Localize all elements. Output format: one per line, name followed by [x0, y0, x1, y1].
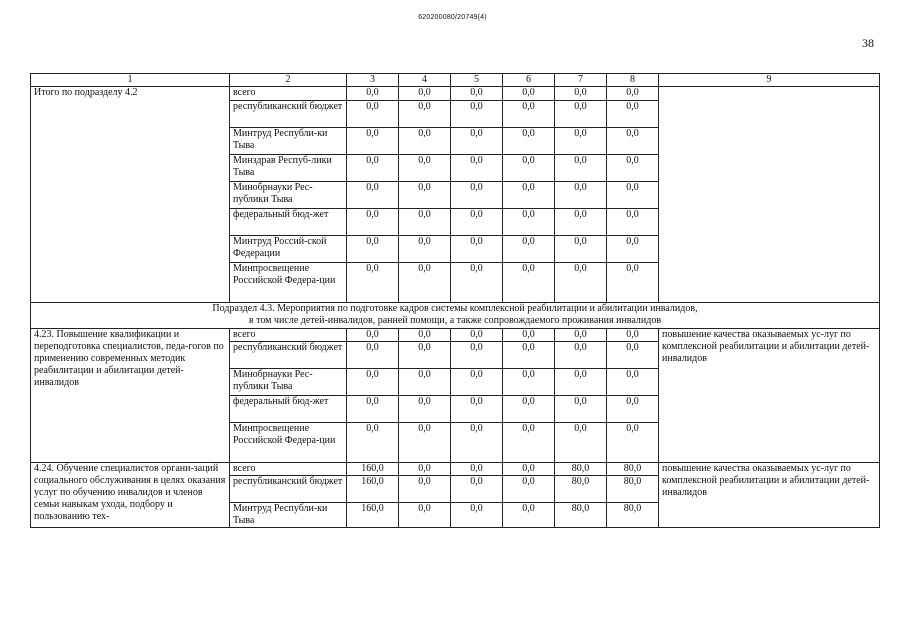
amount-cell: 0,0	[503, 369, 555, 396]
amount-cell: 0,0	[399, 503, 451, 528]
amount-cell: 0,0	[451, 369, 503, 396]
amount-cell: 0,0	[555, 209, 607, 236]
amount-cell: 0,0	[555, 369, 607, 396]
amount-cell: 0,0	[607, 423, 659, 463]
document-code: 620200080/20749(4)	[418, 14, 487, 21]
funding-source-cell: всего	[230, 87, 347, 101]
amount-cell: 0,0	[399, 463, 451, 476]
amount-cell: 0,0	[555, 423, 607, 463]
column-header: 3	[347, 74, 399, 87]
funding-source-cell: республиканский бюджет	[230, 342, 347, 369]
section-row	[31, 303, 880, 329]
amount-cell: 0,0	[503, 329, 555, 342]
section-heading-line: Подраздел 4.3. Мероприятия по подготовке кадров системы комплексной реабилитации и абилитации инвалидов,	[212, 303, 698, 314]
amount-cell: 0,0	[503, 209, 555, 236]
amount-cell: 0,0	[555, 87, 607, 101]
amount-cell: 0,0	[399, 182, 451, 209]
column-header: 6	[503, 74, 555, 87]
amount-cell: 0,0	[555, 182, 607, 209]
table-body	[31, 74, 880, 528]
item-4-24-label: 4.24. Обучение специалистов органи-заций социального обслуживания в целях оказания услуг по обучению инвалидов и членов семьи навыкам ухода, подбору и пользованию тех-	[31, 463, 230, 528]
funding-source-cell: федеральный бюд-жет	[230, 209, 347, 236]
amount-cell: 80,0	[607, 463, 659, 476]
amount-cell: 0,0	[347, 182, 399, 209]
column-header: 9	[659, 74, 880, 87]
amount-cell: 0,0	[347, 263, 399, 303]
amount-cell: 0,0	[503, 503, 555, 528]
funding-source-cell: всего	[230, 329, 347, 342]
amount-cell: 0,0	[399, 476, 451, 503]
amount-cell: 0,0	[503, 182, 555, 209]
amount-cell: 0,0	[555, 101, 607, 128]
amount-cell: 0,0	[555, 155, 607, 182]
amount-cell: 80,0	[555, 503, 607, 528]
amount-cell: 0,0	[503, 87, 555, 101]
item-4-23-result: повышение качества оказываемых ус-луг по комплексной реабилитации и абилитации детей-инвалидов	[659, 329, 880, 463]
amount-cell: 80,0	[607, 503, 659, 528]
amount-cell: 0,0	[451, 182, 503, 209]
column-header: 5	[451, 74, 503, 87]
amount-cell: 0,0	[399, 423, 451, 463]
amount-cell: 0,0	[347, 128, 399, 155]
amount-cell: 0,0	[399, 209, 451, 236]
amount-cell: 0,0	[451, 128, 503, 155]
amount-cell: 0,0	[503, 476, 555, 503]
column-header-row	[31, 74, 880, 87]
amount-cell: 0,0	[347, 209, 399, 236]
page-number: 38	[862, 36, 874, 50]
amount-cell: 0,0	[451, 101, 503, 128]
funding-source-cell: Минтруд Россий-ской Федерации	[230, 236, 347, 263]
amount-cell: 0,0	[607, 342, 659, 369]
item-4-24-result: повышение качества оказываемых ус-луг по комплексной реабилитации и абилитации детей-инвалидов	[659, 463, 880, 528]
amount-cell: 0,0	[399, 101, 451, 128]
amount-cell: 0,0	[451, 463, 503, 476]
amount-cell: 0,0	[555, 396, 607, 423]
item-4-23-label: 4.23. Повышение квалификации и переподготовка специалистов, педа-гогов по применению современных методик реабилитации и абилитации детей-инвалидов	[31, 329, 230, 463]
amount-cell: 0,0	[347, 87, 399, 101]
funding-source-cell: Минздрав Респуб-лики Тыва	[230, 155, 347, 182]
amount-cell: 0,0	[451, 263, 503, 303]
amount-cell: 0,0	[451, 87, 503, 101]
amount-cell: 0,0	[347, 236, 399, 263]
amount-cell: 0,0	[555, 342, 607, 369]
amount-cell: 80,0	[555, 476, 607, 503]
amount-cell: 0,0	[451, 155, 503, 182]
funding-source-cell: Минпросвещение Российской Федера-ции	[230, 263, 347, 303]
amount-cell: 0,0	[607, 263, 659, 303]
funding-source-cell: Минтруд Республи-ки Тыва	[230, 503, 347, 528]
amount-cell: 0,0	[347, 329, 399, 342]
totals-row	[31, 87, 880, 101]
amount-cell: 0,0	[607, 87, 659, 101]
amount-cell: 0,0	[451, 329, 503, 342]
amount-cell: 0,0	[503, 236, 555, 263]
funding-source-cell: Минобрнауки Рес-публики Тыва	[230, 182, 347, 209]
amount-cell: 0,0	[607, 128, 659, 155]
amount-cell: 160,0	[347, 463, 399, 476]
amount-cell: 160,0	[347, 476, 399, 503]
funding-source-cell: Минобрнауки Рес-публики Тыва	[230, 369, 347, 396]
funding-source-cell: республиканский бюджет	[230, 101, 347, 128]
amount-cell: 160,0	[347, 503, 399, 528]
amount-cell: 0,0	[451, 423, 503, 463]
amount-cell: 0,0	[399, 342, 451, 369]
amount-cell: 0,0	[347, 342, 399, 369]
funding-source-cell: федеральный бюд-жет	[230, 396, 347, 423]
amount-cell: 0,0	[607, 155, 659, 182]
amount-cell: 0,0	[347, 369, 399, 396]
amount-cell: 0,0	[399, 263, 451, 303]
amount-cell: 0,0	[451, 476, 503, 503]
amount-cell: 0,0	[503, 342, 555, 369]
amount-cell: 0,0	[607, 396, 659, 423]
column-header: 7	[555, 74, 607, 87]
column-header: 1	[31, 74, 230, 87]
item-4-24-row	[31, 463, 880, 476]
amount-cell: 0,0	[555, 128, 607, 155]
amount-cell: 0,0	[607, 369, 659, 396]
funding-source-cell: республиканский бюджет	[230, 476, 347, 503]
funding-source-cell: Минпросвещение Российской Федера-ции	[230, 423, 347, 463]
amount-cell: 0,0	[451, 209, 503, 236]
amount-cell: 0,0	[399, 128, 451, 155]
program-table	[30, 73, 880, 528]
amount-cell: 0,0	[347, 423, 399, 463]
amount-cell: 0,0	[607, 101, 659, 128]
amount-cell: 0,0	[347, 155, 399, 182]
amount-cell: 0,0	[555, 236, 607, 263]
amount-cell: 0,0	[451, 396, 503, 423]
amount-cell: 0,0	[607, 236, 659, 263]
amount-cell: 0,0	[503, 423, 555, 463]
amount-cell: 0,0	[399, 329, 451, 342]
amount-cell: 80,0	[607, 476, 659, 503]
amount-cell: 0,0	[607, 209, 659, 236]
column-header: 8	[607, 74, 659, 87]
totals-label: Итого по подразделу 4.2	[31, 87, 230, 303]
amount-cell: 0,0	[503, 155, 555, 182]
amount-cell: 0,0	[503, 463, 555, 476]
amount-cell: 0,0	[503, 396, 555, 423]
amount-cell: 0,0	[555, 329, 607, 342]
item-4-23-row	[31, 329, 880, 342]
amount-cell: 0,0	[503, 263, 555, 303]
section-heading	[31, 303, 880, 329]
amount-cell: 0,0	[451, 342, 503, 369]
amount-cell: 0,0	[607, 182, 659, 209]
amount-cell: 0,0	[399, 369, 451, 396]
amount-cell: 0,0	[451, 503, 503, 528]
amount-cell: 0,0	[399, 396, 451, 423]
amount-cell: 0,0	[347, 101, 399, 128]
amount-cell: 0,0	[347, 396, 399, 423]
amount-cell: 80,0	[555, 463, 607, 476]
section-heading-line: в том числе детей-инвалидов, ранней помощи, а также сопровождаемого проживания инвалидов	[248, 315, 662, 326]
amount-cell: 0,0	[451, 236, 503, 263]
amount-cell: 0,0	[399, 87, 451, 101]
amount-cell: 0,0	[399, 155, 451, 182]
totals-result	[659, 87, 880, 303]
funding-source-cell: Минтруд Республи-ки Тыва	[230, 128, 347, 155]
funding-source-cell: всего	[230, 463, 347, 476]
amount-cell: 0,0	[503, 101, 555, 128]
amount-cell: 0,0	[399, 236, 451, 263]
amount-cell: 0,0	[555, 263, 607, 303]
column-header: 2	[230, 74, 347, 87]
column-header: 4	[399, 74, 451, 87]
amount-cell: 0,0	[607, 329, 659, 342]
amount-cell: 0,0	[503, 128, 555, 155]
